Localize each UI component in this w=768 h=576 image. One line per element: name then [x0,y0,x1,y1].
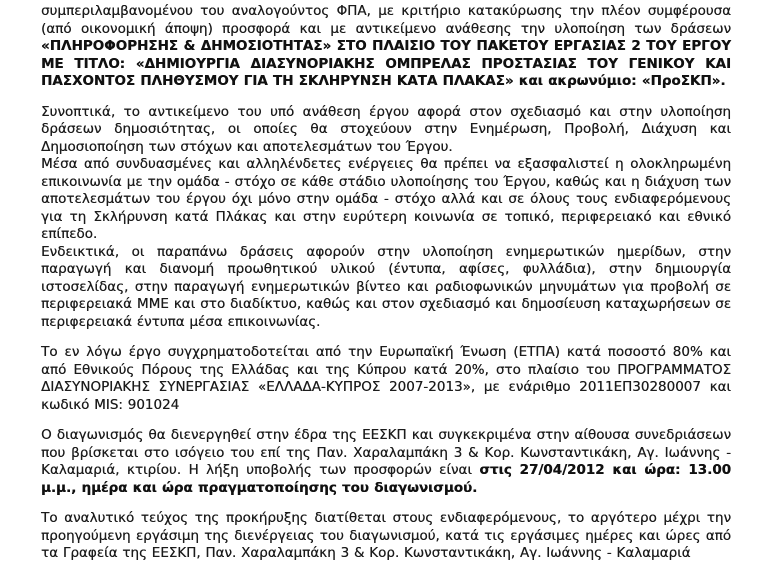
paragraph-communication-objective [41,156,731,244]
text-segment: Το αναλυτικό τεύχος της προκήρυξης διατίθεται στους ενδιαφερόμενους, το αργότερο μέχρι την προηγούμενη εργάσιμη της διενέργειας του διαγωνισμού, κατά τις εργάσιμες ημέρες και ώρες από τα Γραφεία της ΕΕΣΚΠ, Παν. Χαραλαμπάκη 3 & Κορ. Κωνσταντικάκη, Αγ. Ιωάννης - Καλαμαριά [41,510,731,561]
paragraph-project-summary [41,104,731,157]
text-segment: Το εν λόγω έργο συγχρηματοδοτείται από την Ευρωπαϊκή Ένωση (ΕΤΠΑ) κατά ποσοστό 80% και από Εθνικούς Πόρους της Ελλάδας και της Κύπρου κατά 20%, στο πλαίσιο του ΠΡΟΓΡΑΜΜΑΤΟΣ ΔΙΑΣΥΝΟΡΙΑΚΗΣ ΣΥΝΕΡΓΑΣΙΑΣ «ΕΛΛΑΔΑ-ΚΥΠΡΟΣ 2007-2013», με ενάριθμο 2011ΕΠ30280007 και κωδικό MIS: 901024 [41,344,731,413]
text-segment-bold-deadline: στις 27/04/2012 και ώρα: 13.00 μ.μ., ημέρα και ώρα πραγματοποίησης του διαγωνισμού. [41,462,731,496]
paragraph-indicative-actions [41,244,731,332]
text-segment: συμπεριλαμβανομένου του αναλογούντος ΦΠΑ, με κριτήριο κατακύρωσης την πλέον συμφέρουσα (από οικονομική άποψη) προσφορά και με αντικείμενο ανάθεσης την υλοποίηση των δράσεων [41,3,731,37]
paragraph-tender-venue-and-deadline [41,427,731,497]
text-segment: Ενδεικτικά, οι παραπάνω δράσεις αφορούν στην υλοποίηση ενημερωτικών ημερίδων, στην παραγωγή και διανομή προωθητικού υλικού (έντυπα, αφίσες, φυλλάδια), στην δημιουργία ιστοσελίδας, στην παραγωγή ενημερωτικών βίντεο και ραδιοφωνικών μηνυμάτων για προβολή σε περιφερειακά ΜΜΕ και στο διαδίκτυο, καθώς και στον σχεδιασμό και δημοσίευση καταχωρήσεων σε περιφερειακά έντυπα μέσα επικοινωνίας. [41,243,731,330]
text-segment: Ο διαγωνισμός θα διενεργηθεί στην έδρα της ΕΕΣΚΠ και συγκεκριμένα στην αίθουσα συνεδριάσεων που βρίσκεται στο ισόγειο του επί της Παν. Χαραλαμπάκη 3 & Κορ. Κωνσταντικάκη, Αγ. Ιωάννης - Καλαμαριά, κτιρίου. Η λήξη υποβολής των προσφορών είναι [41,427,731,478]
text-segment: Μέσα από συνδυασμένες και αλληλένδετες ενέργειες θα πρέπει να εξασφαλιστεί η ολοκληρωμένη επικοινωνία με την ομάδα - στόχο σε κάθε στάδιο υλοποίησης του Έργου, καθώς και η διάχυση των αποτελεσμάτων του έργου όχι μόνο στην ομάδα - στόχο αλλά και σε όλους τους ενδιαφερόμενους για τη Σκλήρυνση κατά Πλάκας και στην ευρύτερη κοινωνία σε τοπικό, περιφερειακό και εθνικό επίπεδο. [41,156,731,242]
text-segment-bold-project-title: «ΠΛΗΡΟΦΟΡΗΣΗΣ & ΔΗΜΟΣΙΟΤΗΤΑΣ» ΣΤΟ ΠΛΑΙΣΙΟ ΤΟΥ ΠΑΚΕΤΟΥ ΕΡΓΑΣΙΑΣ 2 ΤΟΥ ΕΡΓΟΥ ΜΕ ΤΙΤΛΟ: «ΔΗΜΙΟΥΡΓΙΑ ΔΙΑΣΥΝΟΡΙΑΚΗΣ ΟΜΠΡΕΛΑΣ ΠΡΟΣΤΑΣΙΑΣ ΤΟΥ ΓΕΝΙΚΟΥ ΚΑΙ ΠΑΣΧΟΝΤΟΣ ΠΛΗΘΥΣΜΟΥ ΓΙΑ ΤΗ ΣΚΛΗΡΥΝΣΗ ΚΑΤΑ ΠΛΑΚΑΣ» και ακρωνύμιο: «ΠροΣΚΠ». [41,38,731,89]
paragraph-co-financing [41,344,731,414]
paragraph-award-criteria-and-project-title [41,3,731,91]
text-segment: Συνοπτικά, το αντικείμενο του υπό ανάθεση έργου αφορά στον σχεδιασμό και στην υλοποίηση δράσεων δημοσιότητας, οι οποίες θα στοχεύουν στην Ενημέρωση, Προβολή, Διάχυση και Δημοσιοποίηση των στόχων και αποτελεσμάτων του Έργου. [41,103,731,155]
paragraph-tender-documents-availability [41,510,731,563]
